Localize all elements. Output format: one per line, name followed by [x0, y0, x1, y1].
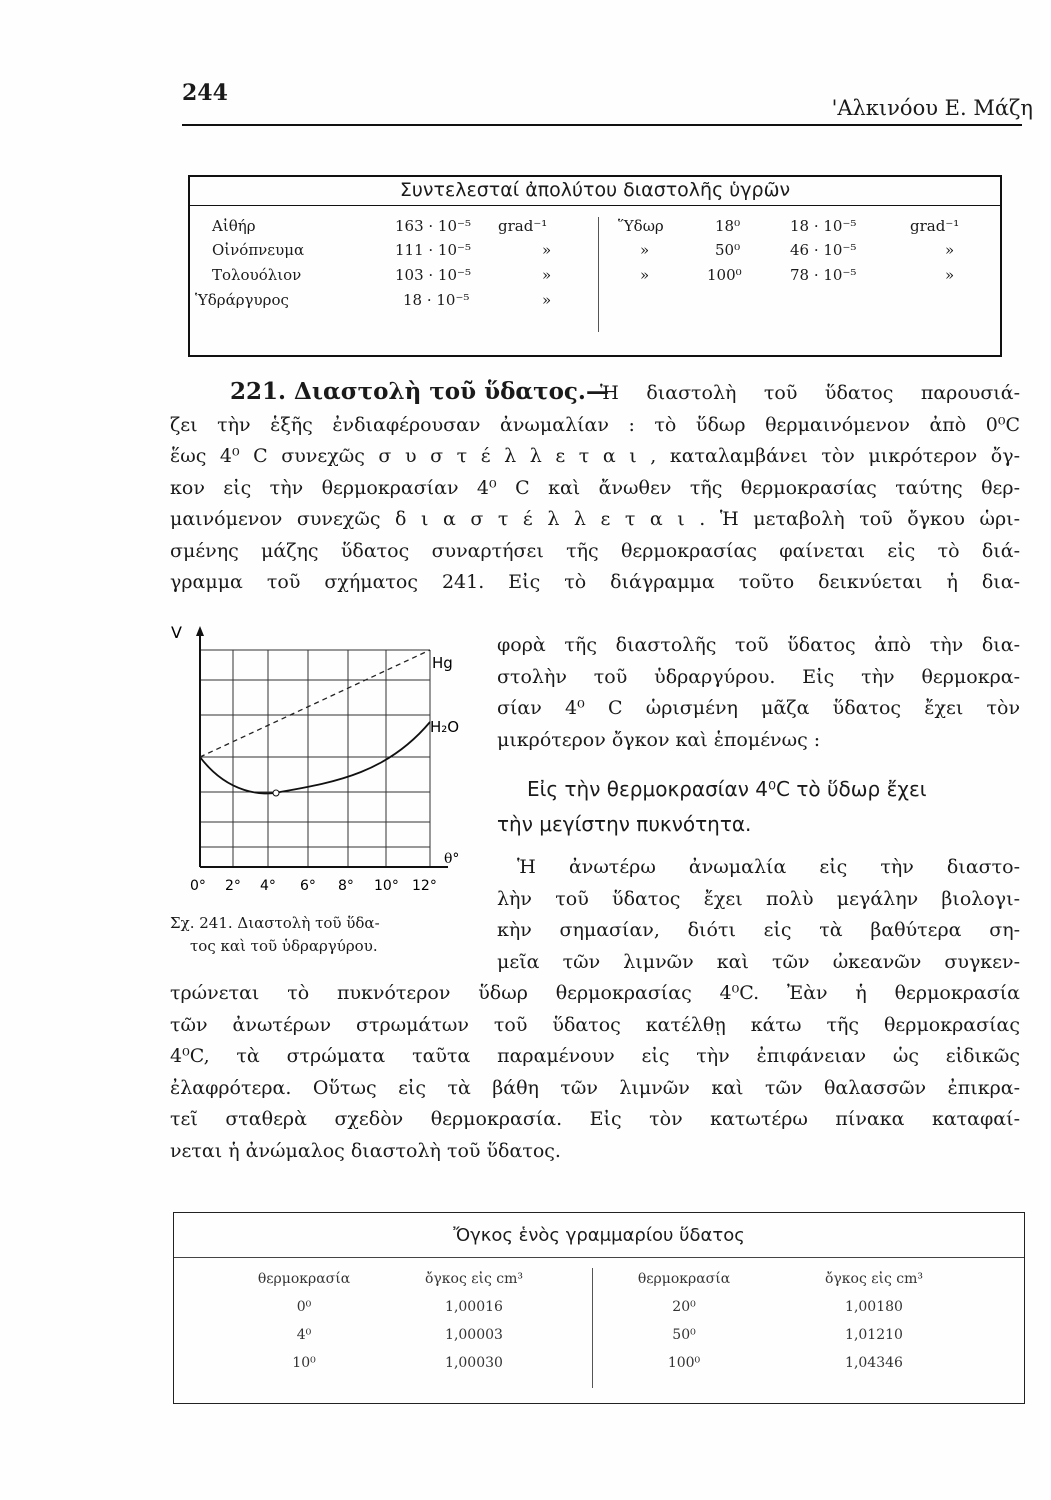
axes — [200, 630, 448, 867]
x-tick-label: 4° — [260, 878, 276, 894]
table-cell: » — [945, 266, 955, 284]
highlight-line: τὴν μεγίστην πυκνότητα. — [497, 812, 752, 836]
text-line: στολὴν τοῦ ὑδραργύρου. Εἰς τὴν θερμοκρα- — [497, 665, 1020, 688]
table-cell: 0⁰ — [296, 1299, 312, 1315]
caption-line: τος καὶ τοῦ ὑδραργύρου. — [190, 937, 378, 955]
table-cell: Οἰνόπνευμα — [212, 241, 305, 259]
table-header: θερμοκρασία — [637, 1271, 731, 1287]
table-cell: 4⁰ — [296, 1327, 312, 1343]
hg-line — [200, 650, 430, 757]
page-number: 244 — [182, 80, 228, 106]
table-cell: grad⁻¹ — [910, 217, 960, 235]
paragraph-2-continued — [170, 978, 1020, 1167]
table-header: θερμοκρασία — [257, 1271, 351, 1287]
x-tick-label: 0° — [190, 878, 206, 894]
hg-label: Hg — [432, 654, 453, 672]
table-cell: Τολουόλιον — [212, 266, 302, 284]
h2o-curve — [200, 722, 430, 793]
table-cell: Ὕδωρ — [618, 217, 664, 235]
highlight-line: Εἰς τὴν θερμοκρασίαν 4⁰C τὸ ὕδωρ ἔχει — [527, 777, 927, 801]
table-cell: 20⁰ — [672, 1299, 696, 1315]
table-cell: 111 · 10⁻⁵ — [395, 241, 471, 259]
x-ticks — [190, 878, 437, 894]
highlight-statement — [497, 772, 1017, 842]
text-line: τρώνεται τὸ πυκνότερον ὕδωρ θερμοκρασίας 4⁰C. Ἐὰν ἡ θερμοκρασία — [170, 982, 1020, 1004]
table-cell: » — [640, 266, 650, 284]
table-cell: grad⁻¹ — [498, 217, 548, 235]
text-line: κον εἰς τὴν θερμοκρασίαν 4⁰ C καὶ ἄνωθεν τῆς θερμοκρασίας ταύτης θερ- — [170, 476, 1020, 499]
text-line: μαινόμενον συνεχῶς δ ι α σ τ έ λ λ ε τ α ι . Ἡ μεταβολὴ τοῦ ὄγκου ὡρι- — [170, 508, 1020, 530]
table-cell: 1,00003 — [445, 1327, 503, 1343]
text-line: σίαν 4⁰ C ὡρισμένη μᾶζα ὕδατος ἔχει τὸν — [497, 697, 1020, 719]
table-cell: 18⁰ — [715, 217, 741, 235]
table-cell: 18 · 10⁻⁵ — [790, 217, 857, 235]
table-cell: Ὑδράργυρος — [195, 291, 289, 309]
table-cell: 78 · 10⁻⁵ — [790, 266, 857, 284]
table-title: Συντελεσταί ἀπολύτου διαστολῆς ὑγρῶν — [399, 179, 791, 201]
table-cell: 46 · 10⁻⁵ — [790, 241, 857, 259]
y-axis-label: V — [171, 623, 182, 642]
header-rule — [182, 124, 1022, 126]
table-title: Ὄγκος ἑνὸς γραμμαρίου ὕδατος — [453, 1225, 745, 1246]
x-tick-label: 10° — [374, 878, 399, 894]
h2o-label: H₂O — [430, 718, 460, 736]
table-cell: 1,00016 — [445, 1299, 503, 1315]
water-volume-table — [173, 1212, 1025, 1404]
text-line: μεῖα τῶν λιμνῶν καὶ τῶν ὠκεανῶν συγκεν- — [497, 950, 1020, 973]
paragraph-1-continued — [497, 630, 1020, 756]
table-cell: 50⁰ — [672, 1327, 696, 1343]
table-cell: 163 · 10⁻⁵ — [395, 217, 471, 235]
table-cell: 100⁰ — [667, 1355, 701, 1371]
text-line: 4⁰C, τὰ στρώματα ταῦτα παραμένουν εἰς τὴν ἐπιφάνειαν ὡς εἰδικῶς — [170, 1045, 1020, 1067]
table-title-rule — [174, 1257, 1024, 1258]
table-header: ὄγκος εἰς cm³ — [424, 1271, 524, 1287]
minimum-point — [273, 790, 279, 796]
table-title-rule — [190, 205, 1000, 206]
text-line: τεῖ σταθερὰ σχεδὸν θερμοκρασία. Εἰς τὸν κατωτέρω πίνακα καταφαί- — [170, 1108, 1020, 1130]
section-heading: 221. Διαστολὴ τοῦ ὕδατος.— — [230, 378, 609, 405]
running-head-author: 'Αλκινόου Ε. Μάζη — [831, 96, 1033, 120]
paragraph-2 — [497, 852, 1020, 978]
grid — [200, 650, 430, 867]
table-cell: 1,04346 — [845, 1355, 903, 1371]
x-tick-label: 8° — [338, 878, 354, 894]
text-line: ἕως 4⁰ C συνεχῶς σ υ σ τ έ λ λ ε τ α ι , καταλαμβάνει τὸν μικρότερον ὄγ- — [170, 445, 1020, 467]
table-cell: » — [542, 291, 552, 309]
y-axis-arrow — [196, 626, 204, 636]
table-cell: » — [640, 241, 650, 259]
paragraph-1 — [170, 378, 1020, 599]
text-line: μικρότερον ὄγκον καὶ ἑπομένως : — [497, 728, 821, 751]
table-cell: 18 · 10⁻⁵ — [403, 291, 470, 309]
table-cell: 10⁰ — [292, 1355, 316, 1371]
table-cell: 50⁰ — [715, 241, 741, 259]
table-cell: 1,00180 — [845, 1299, 903, 1315]
table-divider — [592, 1268, 593, 1388]
x-axis-label: θ° — [444, 851, 460, 867]
text-line: λὴν τοῦ ὕδατος ἔχει πολὺ μεγάλην βιολογι- — [497, 887, 1020, 910]
table-cell: 1,00030 — [445, 1355, 503, 1371]
caption-line: Σχ. 241. Διαστολὴ τοῦ ὕδα- — [170, 914, 380, 932]
table-cell: » — [542, 266, 552, 284]
text-line: τῶν ἀνωτέρων στρωμάτων τοῦ ὕδατος κατέλθῃ κάτω τῆς θερμοκρασίας — [170, 1013, 1020, 1036]
table-cell: 100⁰ — [707, 266, 742, 284]
table-cell: 103 · 10⁻⁵ — [395, 266, 471, 284]
x-tick-label: 12° — [412, 878, 437, 894]
text-line: κὴν σημασίαν, διότι εἰς τὰ βαθύτερα ση- — [497, 919, 1020, 941]
text-line: φορὰ τῆς διαστολῆς τοῦ ὕδατος ἀπὸ τὴν δια- — [497, 634, 1020, 656]
figure-241-diagram — [168, 622, 478, 912]
table-divider — [598, 217, 599, 332]
text-line: ἐλαφρότερα. Οὕτως εἰς τὰ βάθη τῶν λιμνῶν καὶ τῶν θαλασσῶν ἐπικρα- — [170, 1076, 1020, 1099]
table-cell: » — [945, 241, 955, 259]
x-tick-label: 6° — [300, 878, 316, 894]
table-header: ὄγκος εἰς cm³ — [824, 1271, 924, 1287]
text-line: ζει τὴν ἑξῆς ἐνδιαφέρουσαν ἀνωμαλίαν : τὸ ὕδωρ θερμαινόμενον ἀπὸ 0⁰C — [170, 413, 1020, 436]
x-tick-label: 2° — [225, 878, 241, 894]
expansion-coefficients-table — [188, 175, 1002, 357]
text-line: γραμμα τοῦ σχήματος 241. Εἰς τὸ διάγραμμα τοῦτο δεικνύεται ἡ δια- — [170, 571, 1020, 593]
text-line: σμένης μάζης ὕδατος συναρτήσει τῆς θερμοκρασίας φαίνεται εἰς τὸ διά- — [170, 539, 1020, 562]
text-line: Ἡ ἀνωτέρω ἀνωμαλία εἰς τὴν διαστο- — [517, 856, 1020, 878]
table-cell: 1,01210 — [845, 1327, 903, 1343]
figure-caption — [170, 912, 380, 958]
text-line: Ἡ διαστολὴ τοῦ ὕδατος παρουσιά- — [600, 382, 1020, 404]
table-cell: » — [542, 241, 552, 259]
text-line: νεται ἡ ἀνώμαλος διαστολὴ τοῦ ὕδατος. — [170, 1139, 561, 1162]
table-cell: Αἰθήρ — [212, 217, 256, 235]
